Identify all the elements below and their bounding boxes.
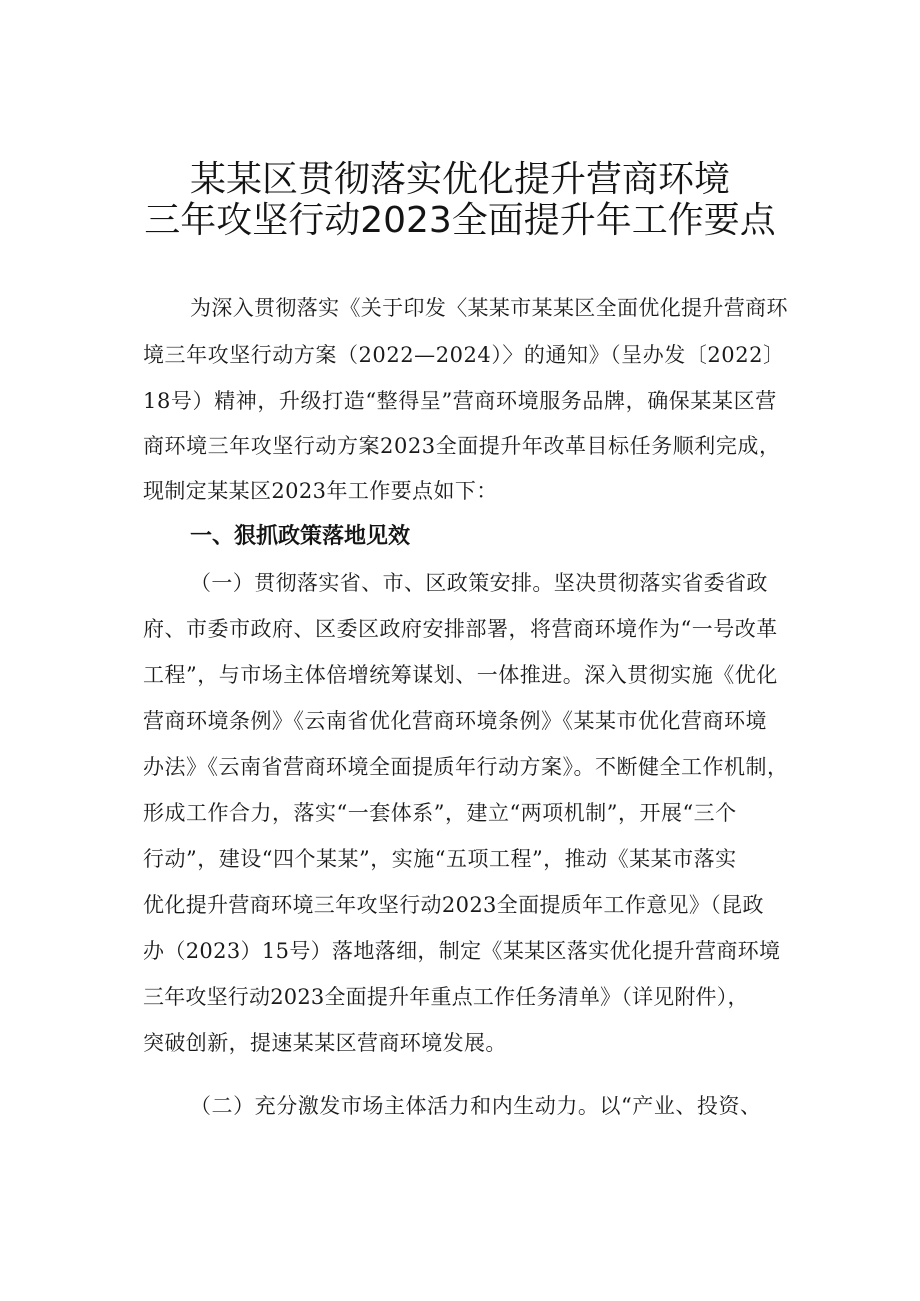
section-heading-1: 一、狠抓政策落地见效 [190, 524, 411, 549]
para1-line-6: 形成工作合力，落实“一套体系”，建立“两项机制”，开展“三个 [143, 801, 737, 825]
para1-line-9: 办（2023）15号）落地落细，制定《某某区落实优化提升营商环境 [143, 939, 781, 963]
para1-line-3: 工程”，与市场主体倍增统筹谋划、一体推进。深入贯彻实施《优化 [143, 663, 778, 687]
document-title-line-1: 某某区贯彻落实优化提升营商环境 [189, 159, 730, 200]
para1-line-10: 三年攻坚行动2023全面提升年重点工作任务清单》（详见附件）， [143, 985, 749, 1009]
para1-line-8: 优化提升营商环境三年攻坚行动2023全面提质年工作意见》（昆政 [143, 893, 764, 917]
para2-line-1: （二）充分激发市场主体活力和内生动力。以“产业、投资、 [190, 1094, 762, 1118]
para1-line-2: 府、市委市政府、区委区政府安排部署，将营商环境作为“一号改革 [143, 617, 778, 641]
intro-line-1: 为深入贯彻落实《关于印发〈某某市某某区全面优化提升营商环 [190, 296, 788, 320]
para1-line-7: 行动”，建设“四个某某”，实施“五项工程”，推动《某某市落实 [143, 847, 737, 871]
intro-line-4: 商环境三年攻坚行动方案2023全面提升年改革目标任务顺利完成， [143, 434, 781, 458]
document-title-line-2: 三年攻坚行动2023全面提升年工作要点 [144, 200, 776, 241]
intro-line-3: 18号）精神，升级打造“整得呈”营商环境服务品牌，确保某某区营 [143, 389, 777, 413]
para1-line-4: 营商环境条例》《云南省优化营商环境条例》《某某市优化营商环境 [143, 709, 767, 733]
para1-line-11: 突破创新，提速某某区营商环境发展。 [143, 1031, 507, 1055]
intro-line-5: 现制定某某区2023年工作要点如下： [143, 479, 498, 503]
intro-line-2: 境三年攻坚行动方案（2022—2024）〉的通知》（呈办发〔2022〕 [143, 343, 785, 367]
para1-line-1: （一）贯彻落实省、市、区政策安排。坚决贯彻落实省委省政 [190, 571, 768, 595]
para1-line-5: 办法》《云南省营商环境全面提质年行动方案》。不断健全工作机制， [143, 755, 789, 779]
